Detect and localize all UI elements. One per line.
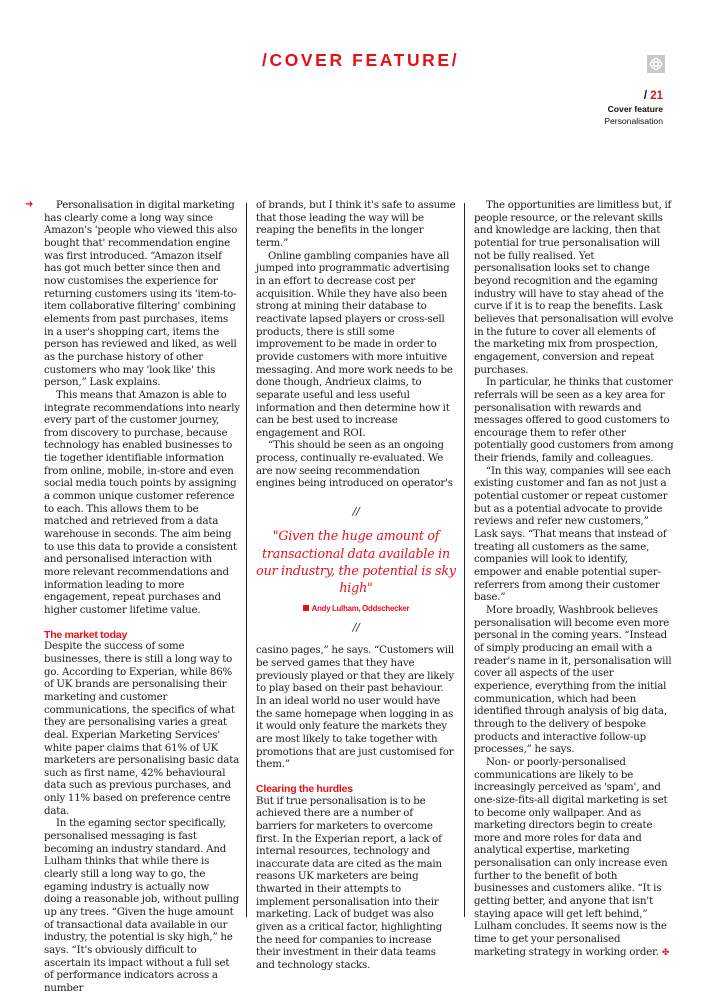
body-paragraph: “In this way, companies will see each existing customer and fan as not just a potential customer or repeat customer but as a potential advocate to provide reviews and refer new customers,” Lask says. “That means that instead of treating all customers as the same, companies will look to identify, empower and enable potential super-referrers from among their customer base.” [474,465,671,604]
article-column-1 [44,200,240,996]
body-paragraph: of brands, but I think it's safe to assume that those leading the way will be reaping the benefits in the longer term.” [256,200,456,249]
page-number [604,89,663,103]
pull-quote-close-mark: // [352,621,360,635]
final-paragraph-text: Non- or poorly-personalised communications are likely to be increasingly perceived as 'spam', and one-size-fits-all digital marketing is set to become only wallpaper. And as marketing directors begin to create more and more roles for data and analytical expertise, marketing personalisation can only increase even further to the benefit of both businesses and customers alike. “It is getting better, and anyone that isn't staying apace will get left behind,” Lulham concludes. It seems now is the time to get your personalised marketing strategy in working order. [474,756,668,958]
body-paragraph: “This should be seen as an ongoing process, continually re-evaluated. We are now seeing recommendation engines being introduced on operator's [256,440,453,490]
pull-quote-attribution [256,603,456,616]
subheading-clearing-hurdles: Clearing the hurdles [256,782,353,795]
body-paragraph: In the egaming sector specifically, personalised messaging is fast becoming an industry standard. And Lulham thinks that while there is clearly still a long way to go, the egaming industry is actually now doing a reasonable job, without pulling up any trees. “Given the huge amount of transactional data available in our industry, the potential is sky high,” he says. “It's obviously difficult to ascertain its impact without a full set of performance indicators across a number [44,818,240,994]
subheading-market-today: The market today [44,628,128,641]
pull-quote-author: Andy Lulham, Oddschecker [311,603,410,613]
mandala-emblem-icon-glyph [649,57,663,71]
body-paragraph: Despite the success of some businesses, there is still a long way to go. According to Experian, while 86% of UK brands are personalising their marketing and customer communications, the specifics of what they are personalising varies a great deal. Experian Marketing Services' white paper claims that 61% of UK marketers are personalising basic data such as first name, 42% behavioural data such as previous purchases, and only 11% based on preference centre data. [44,641,240,817]
body-paragraph: In particular, he thinks that customer referrals will be seen as a key area for personalisation with rewards and messages offered to good customers to encourage them to refer other potentially good customers from among their friends, family and colleagues. [474,377,674,465]
column-divider [246,203,247,917]
page-number-value: 21 [650,90,663,102]
body-paragraph: But if true personalisation is to be achieved there are a number of barriers for marketers to overcome first. In the Experian report, a lack of internal resources, technology and inaccurate data are cited as the main reasons UK marketers are being thwarted in their attempts to implement personalisation into their marketing. Lack of budget was also given as a critical factor, highlighting the need for companies to increase their investment in their data teams and technology stacks. [256,795,443,972]
section-title: /COVER FEATURE/ [262,50,460,70]
article-column-2 [256,200,456,973]
body-paragraph: More broadly, Washbrook believes personalisation will become even more personal in the coming years. “Instead of simply producing an email with a reader's name in it, personalisation will cover all aspects of the user experience, everything from the initial communication, which had been identified through analysis of big data, through to the delivery of bespoke products and interactive follow-up processes,” he says. [474,605,672,756]
article-column-3 [474,200,674,959]
page-number-prefix: / [643,90,651,102]
column-divider [464,203,465,917]
mandala-emblem-icon [647,55,665,73]
body-paragraph: casino pages,” he says. “Customers will be served games that they have previously played or that they are likely to play based on their past behaviour. In an ideal world no user would have the same homepage when logging in as it would only feature the markets they are most likely to take together with promotions that are just customised for them.” [256,645,455,771]
body-paragraph: Online gambling companies have all jumped into programmatic advertising in an effort to decrease cost per acquisition. While they have also been strong at mining their database to reactivate lapsed players or cross-sell products, there is still some improvement to be made in order to provide customers with more intuitive messaging. And more work needs to be done though, Andrieux claims, to separate useful and less useful information and then determine how it can be best used to increase engagement and ROI. [256,250,453,439]
red-square-bullet-icon [303,605,309,611]
body-paragraph: The opportunities are limitless but, if people resource, or the relevant skills and knowledge are lacking, then that potential for true personalisation will not be fully realised. Yet personalisation looks set to change beyond recognition and the egaming industry will have to stay ahead of the curve if it is to reap the benefits. Lask believes that personalisation will evolve in the future to cover all elements of the marketing mix from prospection, engagement, conversion and repeat purchases. [474,200,674,376]
pull-quote [256,505,456,635]
end-of-article-flourish-icon: ✤ [661,947,670,958]
topic-label: Personalisation [604,116,663,126]
pull-quote-text: "Given the huge amount of transactional data available in our industry, the potential is sky high" [256,528,456,596]
body-paragraph: This means that Amazon is able to integrate recommendations into nearly every part of the customer journey, from discovery to purchase, because technology has enabled businesses to tie together identifiable information from online, mobile, in-store and even social media touch points by assigning a common unique customer reference to each. This allows them to be matched and retrieved from a data warehouse in seconds. The aim being to use this data to provide a consistent and personalised interaction with more relevant recommendations and information leading to more engagement, repeat purchases and higher customer lifetime value. [44,389,240,616]
section-label: Cover feature [607,104,663,114]
pull-quote-open-mark: // [352,505,360,519]
body-paragraph: Personalisation in digital marketing has clearly come a long way since Amazon's 'people who viewed this also bought that' recommendation engine was first introduced. “Amazon itself has got much better since then and now customises the experience for returning customers using its 'item-to-item collaborative filtering' combining elements from past purchases, items in a user's shopping cart, items the person has reviewed and liked, as well as the purchase history of other customers who may 'look like' this person,” Lask explains. [44,200,238,389]
arrow-right-icon: ➜ [25,199,34,210]
page-meta [604,89,663,127]
body-paragraph [474,757,674,960]
